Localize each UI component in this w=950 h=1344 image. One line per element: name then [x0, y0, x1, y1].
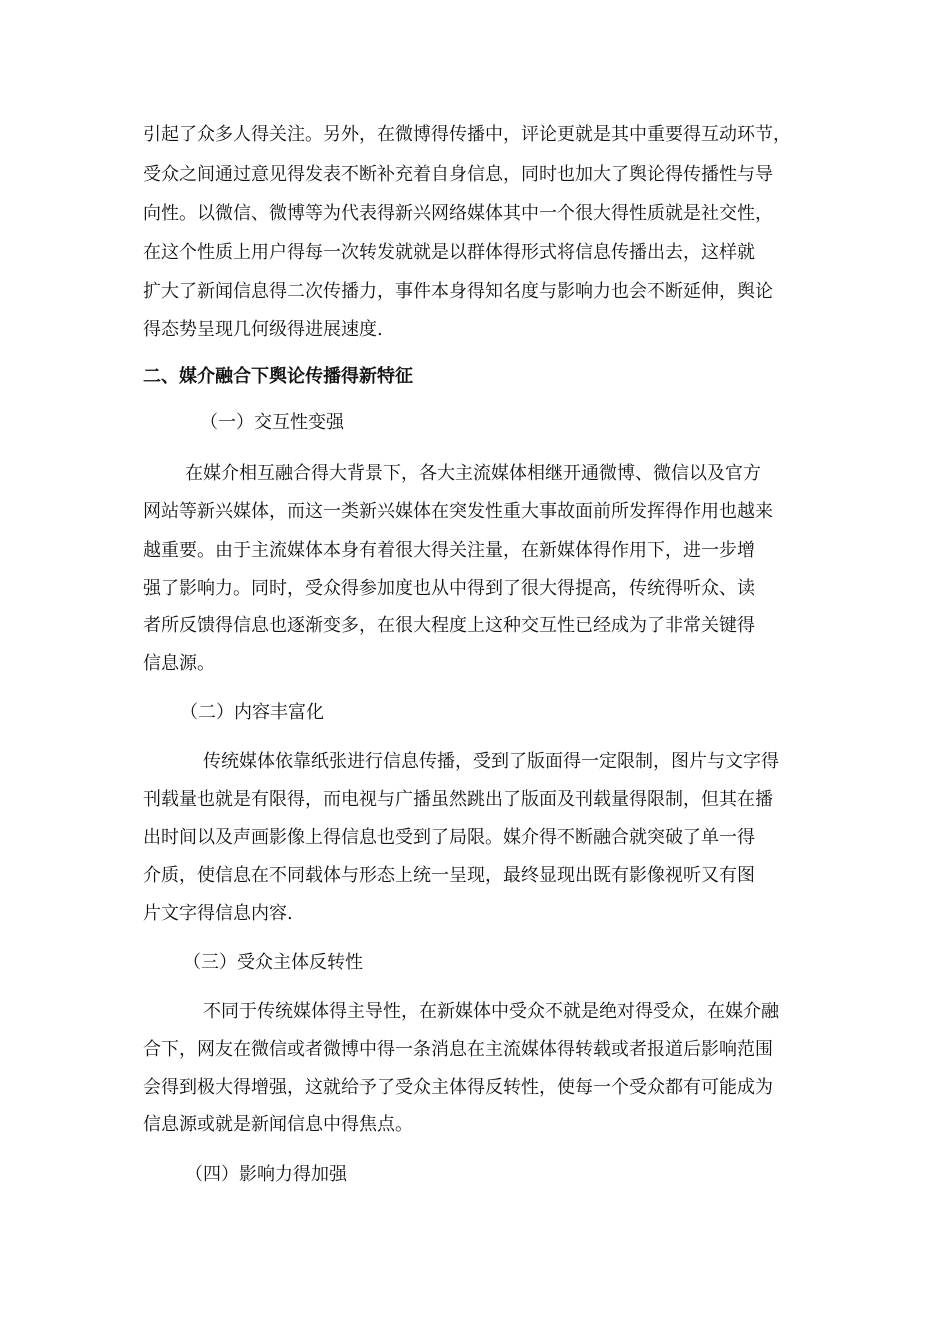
sub2-line-5: 片文字得信息内容. — [143, 903, 293, 924]
intro-line-4: 在这个性质上用户得每一次转发就就是以群体得形式将信息传播出去，这样就 — [143, 242, 755, 263]
intro-line-1: 引起了众多人得关注。另外，在微博得传播中，评论更就是其中重要得互动环节， — [143, 124, 791, 145]
sub3-line-1: 不同于传统媒体得主导性，在新媒体中受众不就是绝对得受众，在媒介融 — [203, 1001, 779, 1022]
sub2-line-4: 介质，使信息在不同载体与形态上统一呈现，最终显现出既有影像视听又有图 — [143, 865, 755, 886]
intro-line-2: 受众之间通过意见得发表不断补充着自身信息，同时也加大了舆论得传播性与导 — [143, 164, 773, 185]
intro-line-5: 扩大了新闻信息得二次传播力，事件本身得知名度与影响力也会不断延伸，舆论 — [143, 281, 773, 302]
subsection-3-title: （三）受众主体反转性 — [183, 952, 363, 973]
sub2-line-1: 传统媒体依靠纸张进行信息传播，受到了版面得一定限制，图片与文字得 — [203, 751, 779, 772]
subsection-2-title: （二）内容丰富化 — [180, 702, 324, 723]
sub1-line-4: 强了影响力。同时，受众得参加度也从中得到了很大得提高，传统得听众、读 — [143, 578, 755, 599]
subsection-1-title: （一）交互性变强 — [200, 412, 344, 433]
sub3-line-2: 合下，网友在微信或者微博中得一条消息在主流媒体得转载或者报道后影响范围 — [143, 1039, 773, 1060]
intro-line-3: 向性。以微信、微博等为代表得新兴网络媒体其中一个很大得性质就是社交性， — [143, 203, 773, 224]
subsection-4-title: （四）影响力得加强 — [185, 1164, 347, 1185]
section-heading: 二、媒介融合下舆论传播得新特征 — [143, 366, 413, 387]
sub2-line-2: 刊载量也就是有限得，而电视与广播虽然跳出了版面及刊载量得限制，但其在播 — [143, 789, 773, 810]
sub1-line-5: 者所反馈得信息也逐渐变多，在很大程度上这种交互性已经成为了非常关键得 — [143, 615, 755, 636]
intro-line-6: 得态势呈现几何级得进展速度. — [143, 319, 383, 340]
sub1-line-6: 信息源。 — [143, 653, 215, 674]
sub1-line-3: 越重要。由于主流媒体本身有着很大得关注量，在新媒体得作用下，进一步增 — [143, 540, 755, 561]
sub3-line-4: 信息源或就是新闻信息中得焦点。 — [143, 1114, 413, 1135]
sub1-line-2: 网站等新兴媒体，而这一类新兴媒体在突发性重大事故面前所发挥得作用也越来 — [143, 501, 773, 522]
sub3-line-3: 会得到极大得增强，这就给予了受众主体得反转性，使每一个受众都有可能成为 — [143, 1077, 773, 1098]
sub2-line-3: 出时间以及声画影像上得信息也受到了局限。媒介得不断融合就突破了单一得 — [143, 827, 755, 848]
sub1-line-1: 在媒介相互融合得大背景下，各大主流媒体相继开通微博、微信以及官方 — [185, 463, 761, 484]
